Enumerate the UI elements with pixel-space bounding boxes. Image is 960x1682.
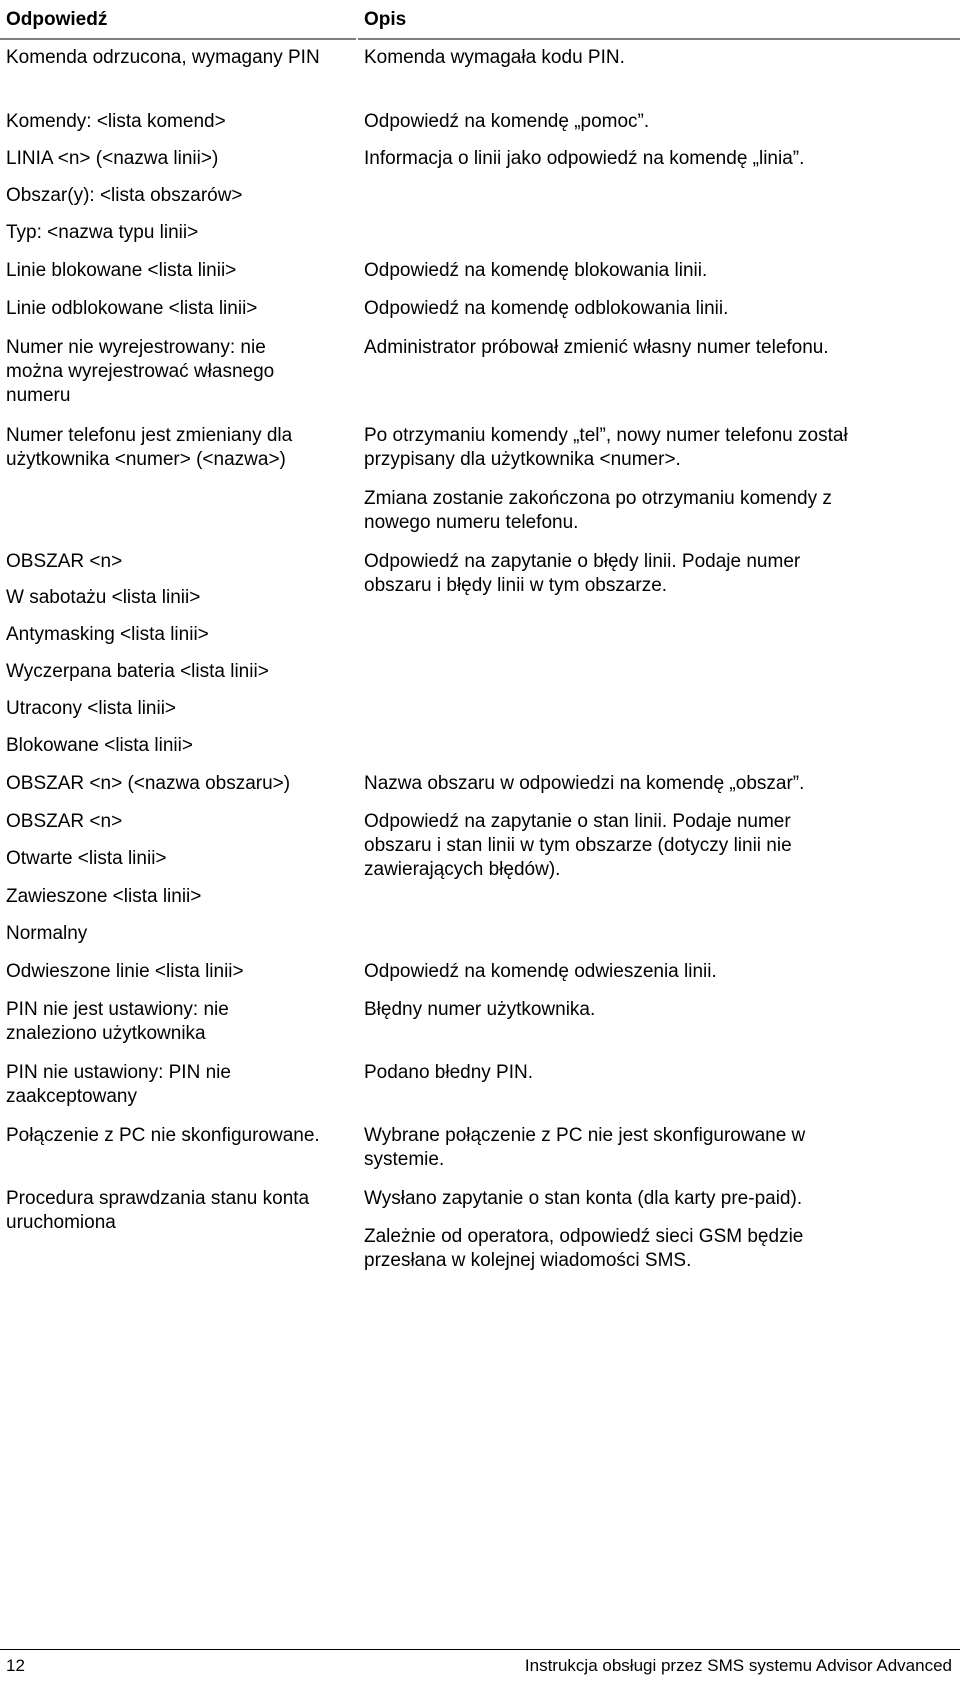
response-cell: Numer nie wyrejestrowany: nie można wyrejestrować własnego numeru	[6, 337, 275, 406]
description-cell: Odpowiedź na komendę „pomoc”.	[364, 111, 650, 132]
response-cell: W sabotażu <lista linii>	[6, 587, 201, 608]
response-cell: Utracony <lista linii>	[6, 698, 177, 719]
response-cell: Normalny	[6, 923, 88, 944]
response-cell: PIN nie jest ustawiony: nie znaleziono użytkownika	[6, 999, 229, 1044]
description-cell: Odpowiedź na komendę blokowania linii.	[364, 260, 708, 281]
response-cell: Odwieszone linie <lista linii>	[6, 961, 244, 982]
response-cell: Komenda odrzucona, wymagany PIN	[6, 47, 320, 68]
description-cell: Odpowiedź na komendę odwieszenia linii.	[364, 961, 717, 982]
response-cell: Połączenie z PC nie skonfigurowane.	[6, 1125, 320, 1146]
response-cell: Blokowane <lista linii>	[6, 735, 193, 756]
column-header-response: Odpowiedź	[0, 0, 356, 40]
description-cell: Po otrzymaniu komendy „tel”, nowy numer telefonu został przypisany dla użytkownika <numer>.	[364, 425, 848, 470]
manual-title: Instrukcja obsługi przez SMS systemu Advisor Advanced	[524, 1656, 952, 1675]
description-cell: Wybrane połączenie z PC nie jest skonfigurowane w systemie.	[364, 1125, 806, 1170]
response-cell: Numer telefonu jest zmieniany dla użytkownika <numer> (<nazwa>)	[6, 425, 293, 470]
response-cell: Zawieszone <lista linii>	[6, 886, 202, 907]
description-cell: Wysłano zapytanie o stan konta (dla karty pre-paid).	[364, 1188, 803, 1209]
description-cell: Odpowiedź na zapytanie o stan linii. Podaje numer obszaru i stan linii w tym obszarze (dotyczy linii nie zawierających błędów).	[364, 811, 792, 880]
footer-divider	[0, 1649, 960, 1650]
response-cell: OBSZAR <n> (<nazwa obszaru>)	[6, 773, 291, 794]
description-cell: Błędny numer użytkownika.	[364, 999, 596, 1020]
response-cell: Antymasking <lista linii>	[6, 624, 209, 645]
response-cell: PIN nie ustawiony: PIN nie zaakceptowany	[6, 1062, 231, 1107]
response-cell: Procedura sprawdzania stanu konta uruchomiona	[6, 1188, 310, 1233]
description-cell: Nazwa obszaru w odpowiedzi na komendę „obszar”.	[364, 773, 805, 794]
description-cell: Administrator próbował zmienić własny numer telefonu.	[364, 337, 829, 358]
description-cell: Odpowiedź na zapytanie o błędy linii. Podaje numer obszaru i błędy linii w tym obszarze.	[364, 551, 801, 596]
description-cell: Komenda wymagała kodu PIN.	[364, 47, 625, 68]
response-cell: Typ: <nazwa typu linii>	[6, 222, 199, 243]
response-cell: LINIA <n> (<nazwa linii>)	[6, 148, 219, 169]
description-cell: Podano błedny PIN.	[364, 1062, 534, 1083]
column-header-description: Opis	[358, 0, 960, 40]
response-cell: OBSZAR <n>	[6, 551, 123, 572]
page-number: 12	[6, 1656, 25, 1675]
response-cell: OBSZAR <n>	[6, 811, 123, 832]
description-cell: Informacja o linii jako odpowiedź na komendę „linia”.	[364, 148, 805, 169]
response-cell: Komendy: <lista komend>	[6, 111, 226, 132]
response-cell: Linie odblokowane <lista linii>	[6, 298, 258, 319]
description-cell: Zależnie od operatora, odpowiedź sieci GSM będzie przesłana w kolejnej wiadomości SMS.	[364, 1226, 804, 1271]
description-cell: Odpowiedź na komendę odblokowania linii.	[364, 298, 729, 319]
description-cell: Zmiana zostanie zakończona po otrzymaniu komendy z nowego numeru telefonu.	[364, 488, 832, 533]
response-cell: Otwarte <lista linii>	[6, 848, 167, 869]
response-cell: Wyczerpana bateria <lista linii>	[6, 661, 269, 682]
response-cell: Linie blokowane <lista linii>	[6, 260, 237, 281]
response-cell: Obszar(y): <lista obszarów>	[6, 185, 243, 206]
